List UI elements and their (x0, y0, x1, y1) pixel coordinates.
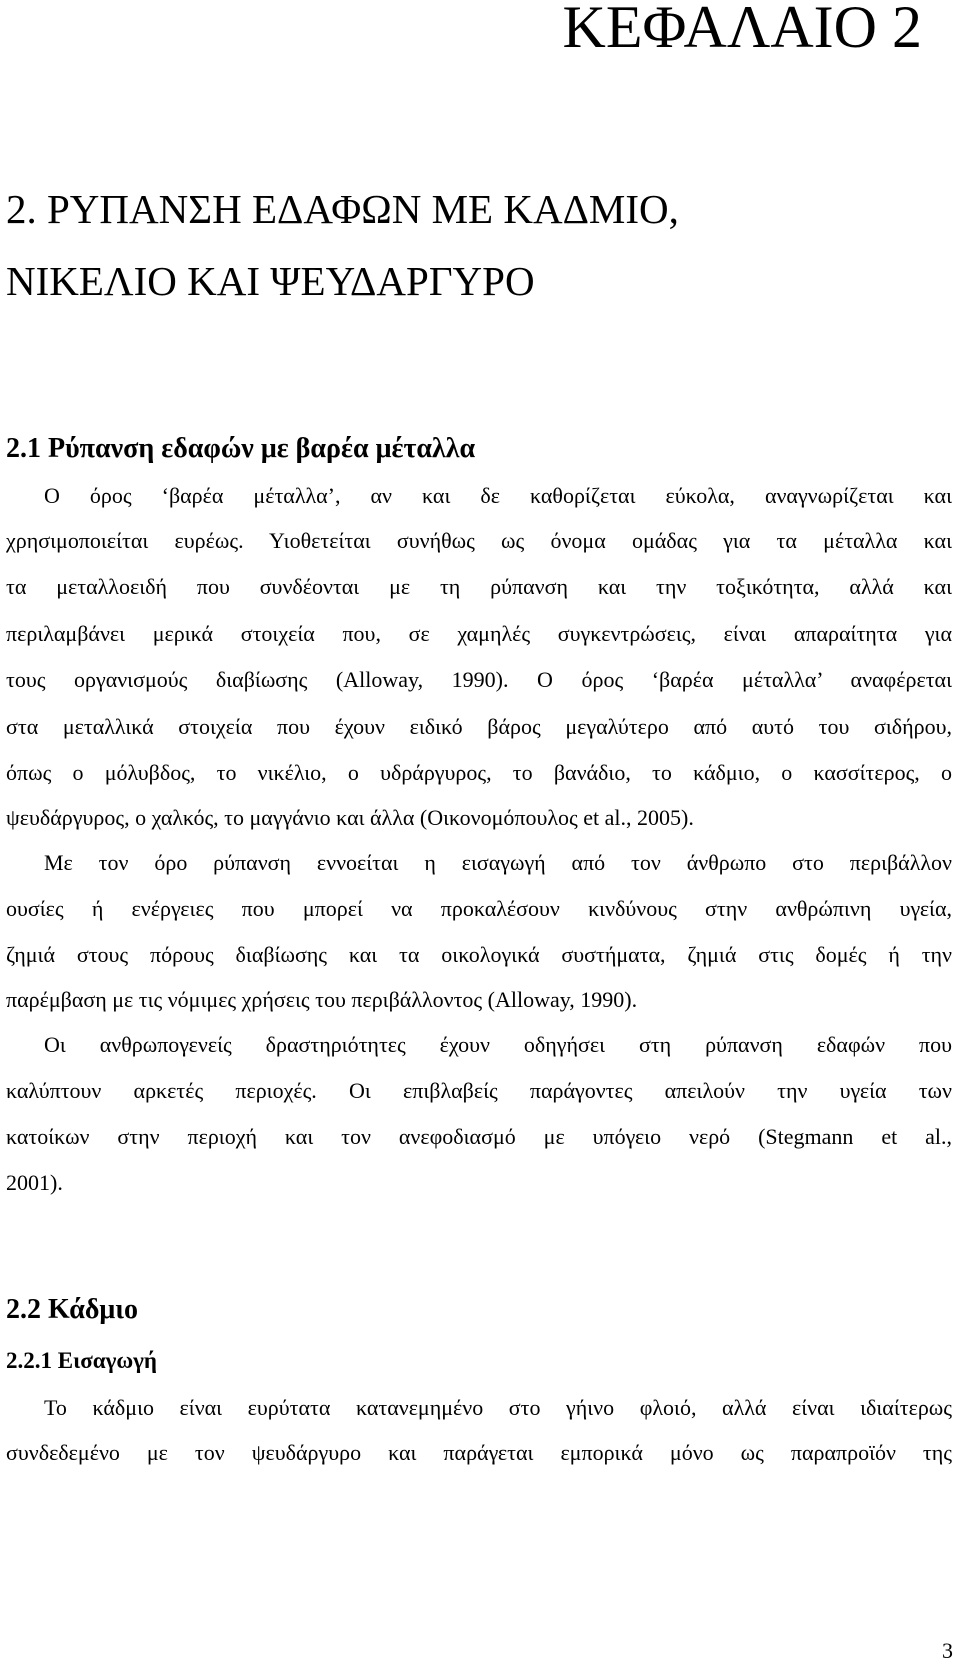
subsection-heading-2-2-1: 2.2.1 Εισαγωγή (6, 1348, 157, 1373)
section-heading-2-1: 2.1 Ρύπανση εδαφών με βαρέα μέταλλα (6, 433, 476, 464)
paragraph-line: περιλαμβάνει μερικά στοιχεία που, σε χαμηλές συγκεντρώσεις, είναι απαραίτητα για (6, 621, 952, 646)
paragraph-line: καλύπτουν αρκετές περιοχές. Οι επιβλαβείς παράγοντες απειλούν την υγεία των (6, 1078, 952, 1103)
paragraph-line: ζημιά στους πόρους διαβίωσης και τα οικολογικά συστήματα, ζημιά στις δομές ή την (6, 942, 952, 967)
paragraph-line: χρησιμοποιείται ευρέως. Υιοθετείται συνήθως ως όνομα ομάδας για τα μέταλλα και (6, 528, 952, 553)
section-heading-2-2: 2.2 Κάδμιο (6, 1294, 138, 1325)
paragraph-line: παρέμβαση με τις νόμιμες χρήσεις του περιβάλλοντος (Alloway, 1990). (6, 987, 638, 1012)
paragraph-line: Το κάδμιο είναι ευρύτατα κατανεμημένο στο γήινο φλοιό, αλλά είναι ιδιαίτερως (44, 1395, 952, 1420)
paragraph-line: Ο όρος ‘βαρέα μέταλλα’, αν και δε καθορίζεται εύκολα, αναγνωρίζεται και (44, 483, 952, 508)
chapter-title-line-1: 2. ΡΥΠΑΝΣΗ ΕΔΑΦΩΝ ΜΕ ΚΑΔΜΙΟ, (6, 186, 679, 232)
paragraph-line: όπως ο μόλυβδος, το νικέλιο, ο υδράργυρος, το βανάδιο, το κάδμιο, ο κασσίτερος, ο (6, 760, 952, 785)
paragraph-line: Οι ανθρωπογενείς δραστηριότητες έχουν οδηγήσει στη ρύπανση εδαφών που (44, 1032, 952, 1057)
paragraph-line: 2001). (6, 1170, 63, 1195)
paragraph-line: τα μεταλλοειδή που συνδέονται με τη ρύπανση και την τοξικότητα, αλλά και (6, 574, 952, 599)
page-number: 3 (942, 1638, 953, 1663)
paragraph-line: κατοίκων στην περιοχή και τον ανεφοδιασμό με υπόγειο νερό (Stegmann et al., (6, 1124, 952, 1149)
paragraph-line: Με τον όρο ρύπανση εννοείται η εισαγωγή από τον άνθρωπο στο περιβάλλον (44, 850, 952, 875)
paragraph-line: ουσίες ή ενέργειες που μπορεί να προκαλέσουν κινδύνους στην ανθρώπινη υγεία, (6, 896, 952, 921)
chapter-label: ΚΕΦΑΛΑΙΟ 2 (562, 0, 922, 60)
paragraph-line: ψευδάργυρος, ο χαλκός, το μαγγάνιο και άλλα (Οικονομόπουλος et al., 2005). (6, 805, 694, 830)
paragraph-line: τους οργανισμούς διαβίωσης (Alloway, 1990). Ο όρος ‘βαρέα μέταλλα’ αναφέρεται (6, 667, 952, 692)
paragraph-line: συνδεδεμένο με τον ψευδάργυρο και παράγεται εμπορικά μόνο ως παραπροϊόν της (6, 1440, 952, 1465)
paragraph-line: στα μεταλλικά στοιχεία που έχουν ειδικό βάρος μεγαλύτερο από αυτό του σιδήρου, (6, 714, 952, 739)
chapter-title-line-2: ΝΙΚΕΛΙΟ ΚΑΙ ΨΕΥΔΑΡΓΥΡΟ (6, 258, 535, 304)
